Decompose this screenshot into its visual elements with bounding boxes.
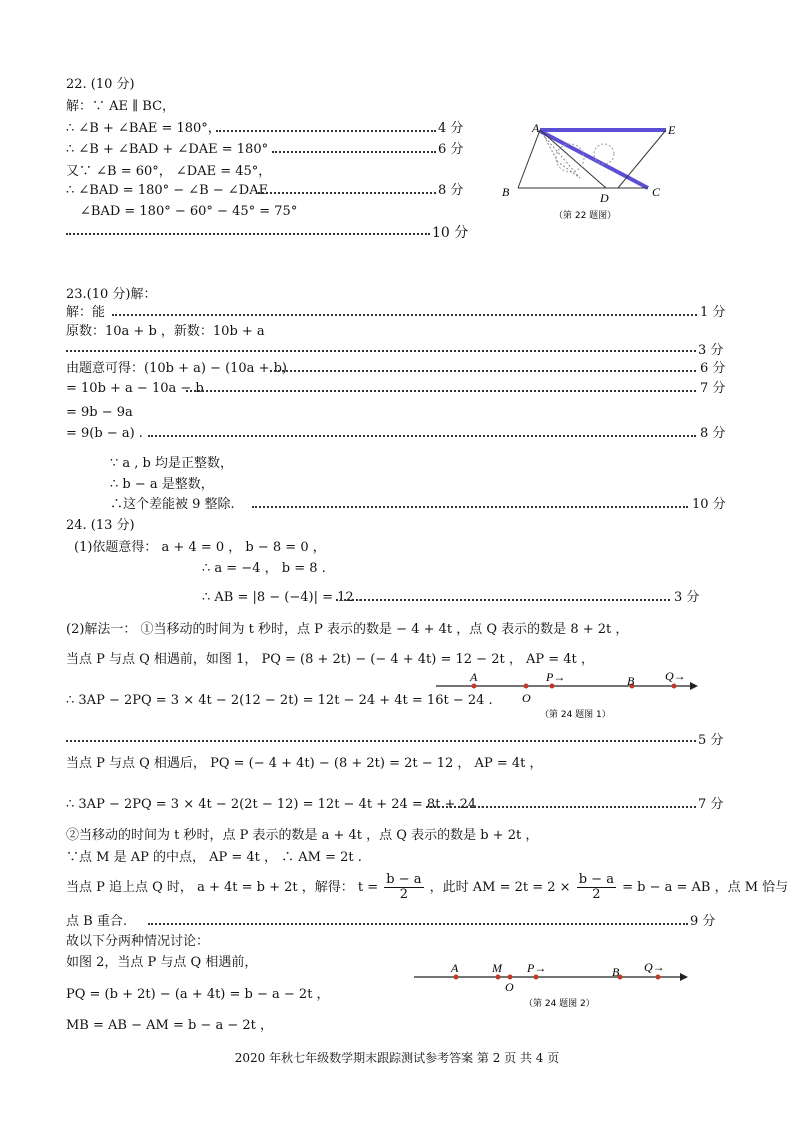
label-a: A	[470, 670, 478, 684]
dot-leader	[148, 433, 696, 437]
dot-leader	[216, 128, 436, 132]
q23-line-9: ∴这个差能被 9 整除.	[110, 497, 235, 512]
q23-header: 23.(10 分)解：	[66, 287, 157, 302]
q22-figure	[498, 118, 698, 228]
q24-figure-1-caption: （第 24 题图 1）	[540, 710, 611, 720]
q24-part2-line-4: 当点 P 与点 Q 相遇后， PQ = (− 4 + 4t) − (8 + 2t) = 2t − 12 ， AP = 4t ，	[66, 756, 543, 771]
point-p	[534, 975, 539, 980]
dot-leader	[258, 190, 436, 194]
q23-line-8: ∴ b − a 是整数，	[110, 477, 214, 492]
point-a	[472, 684, 477, 689]
point-o	[508, 975, 513, 980]
q23-line-6: = 9(b − a) .	[66, 426, 143, 441]
q22-header: 22. (10 分)	[66, 77, 135, 92]
q22-score-2: 6 分	[438, 142, 464, 157]
label-b: B	[502, 185, 510, 199]
q23-score-5: 8 分	[700, 426, 726, 441]
q22-line-5: ∴ ∠BAD = 180° − ∠B − ∠DAE	[66, 183, 269, 198]
q24-part2-line-2: 当点 P 与点 Q 相遇前，如图 1， PQ = (8 + 2t) − (− 4 + 4t) = 12 − 2t ， AP = 4t ，	[66, 652, 594, 667]
label-o: O	[505, 980, 514, 994]
q24-figure-2-caption: （第 24 题图 2）	[524, 999, 595, 1009]
number-line-arrow	[680, 973, 688, 981]
q23-score-2: 3 分	[698, 343, 724, 358]
q22-figure-caption: （第 22 题图）	[554, 211, 617, 221]
q24-part1-score: 3 分	[674, 590, 700, 605]
label-q: Q→	[665, 669, 686, 683]
dot-leader	[186, 388, 696, 392]
q24-part2-line-8: 点 B 重合.	[66, 914, 127, 929]
q24-figure-1	[436, 668, 700, 722]
dot-leader	[112, 312, 697, 316]
q22-line-3: ∴ ∠B + ∠BAD + ∠DAE = 180°	[66, 142, 269, 157]
q22-line-4: 又∵ ∠B = 60°， ∠DAE = 45°，	[66, 164, 272, 179]
set-square-edge	[540, 131, 648, 188]
q24-part2-line-12: MB = AB − AM = b − a − 2t ，	[66, 1018, 273, 1033]
q22-line-1: 解：∵ AE ∥ BC，	[66, 99, 176, 114]
catchup-middle: ，此时 AM = 2t = 2 ×	[429, 880, 571, 895]
label-b: B	[612, 965, 620, 979]
q24-part2-line-1: (2)解法一： ①当移动的时间为 t 秒时，点 P 表示的数是 − 4 + 4t ，点 Q 表示的数是 8 + 2t ，	[66, 622, 629, 637]
fraction-numerator: b − a	[386, 872, 422, 887]
catchup-suffix: = b − a = AB ，点 M 恰与	[622, 880, 789, 895]
q24-part2-score-2: 7 分	[698, 797, 724, 812]
q22-line-2: ∴ ∠B + ∠BAE = 180°，	[66, 121, 221, 136]
point-o	[524, 684, 529, 689]
q24-catchup-line	[66, 872, 788, 904]
dot-leader	[66, 348, 696, 352]
q24-figure-2	[414, 960, 690, 1010]
label-e: E	[668, 123, 676, 137]
label-a: A	[532, 121, 540, 135]
q23-line-4: = 10b + a − 10a − b	[66, 381, 204, 396]
q24-part2-line-3: ∴ 3AP − 2PQ = 3 × 4t − 2(12 − 2t) = 12t − 24 + 4t = 16t − 24 .	[66, 693, 493, 708]
q23-score-6: 10 分	[692, 497, 726, 512]
catchup-prefix: 当点 P 追上点 Q 时， a + 4t = b + 2t ，解得： t =	[66, 880, 379, 895]
q24-part1-line-2: ∴ a = −4 ， b = 8 .	[202, 561, 326, 576]
fraction-denominator: 2	[592, 887, 601, 902]
label-d: D	[600, 191, 609, 205]
fraction-numerator: b − a	[578, 872, 614, 887]
point-q	[672, 684, 677, 689]
q22-score-3: 8 分	[438, 183, 464, 198]
point-m	[496, 975, 501, 980]
q24-header: 24. (13 分)	[66, 518, 135, 533]
q24-part2-line-11: PQ = (b + 2t) − (a + 4t) = b − a − 2t ，	[66, 987, 330, 1002]
fraction-t	[384, 873, 423, 902]
fraction-am	[577, 873, 616, 902]
q24-part2-line-6: ②当移动的时间为 t 秒时，点 P 表示的数是 a + 4t ，点 Q 表示的数是 b + 2t ，	[66, 828, 539, 843]
dot-leader	[66, 231, 430, 235]
q24-part2-score-1: 5 分	[698, 733, 724, 748]
dot-leader	[272, 149, 436, 153]
q24-part2-line-5: ∴ 3AP − 2PQ = 3 × 4t − 2(2t − 12) = 12t − 4t + 24 = 8t + 24 .	[66, 797, 485, 812]
label-b: B	[627, 674, 635, 688]
q22-score-1: 4 分	[438, 121, 464, 136]
q24-part1-line-3: ∴ AB = |8 − (−4)| = 12 .	[202, 590, 362, 605]
q23-score-3: 6 分	[700, 361, 726, 376]
label-p: P→	[527, 961, 547, 975]
q23-line-5: = 9b − 9a	[66, 405, 133, 420]
point-a	[454, 975, 459, 980]
dot-leader	[66, 738, 696, 742]
number-line-arrow	[690, 682, 698, 690]
point-q	[656, 975, 661, 980]
q22-line-6: ∠BAD = 180° − 60° − 45° = 75°	[80, 204, 298, 219]
label-q: Q→	[644, 960, 665, 974]
label-o: O	[522, 691, 531, 705]
dot-leader	[336, 597, 670, 601]
q24-part2-line-7: ∵点 M 是 AP 的中点， AP = 4t ， ∴ AM = 2t .	[66, 850, 362, 865]
q23-line-2: 原数：10a + b ，新数：10b + a	[66, 324, 265, 339]
dot-leader	[426, 804, 696, 808]
q24-part1-line-1: (1)依题意得： a + 4 = 0 ， b − 8 = 0 ，	[74, 540, 326, 555]
q22-score-4: 10 分	[432, 225, 469, 241]
q23-score-4: 7 分	[700, 381, 726, 396]
dot-leader	[148, 921, 688, 925]
q24-part2-line-9: 故以下分两种情况讨论：	[66, 934, 210, 949]
page-footer: 2020 年秋七年级数学期末跟踪测试参考答案 第 2 页 共 4 页	[234, 1051, 560, 1065]
label-m: M	[492, 961, 502, 975]
label-c: C	[652, 185, 661, 199]
fraction-denominator: 2	[399, 887, 409, 902]
q23-score-1: 1 分	[700, 305, 726, 320]
label-p: P→	[546, 670, 566, 684]
dot-leader	[270, 368, 696, 372]
q23-line-1: 解：能	[66, 305, 106, 320]
point-p	[550, 684, 555, 689]
q24-part2-score-3: 9 分	[690, 914, 716, 929]
q23-line-3: 由题意可得：(10b + a) − (10a + b)	[66, 361, 287, 376]
q23-line-7: ∵ a , b 均是正整数，	[110, 456, 234, 471]
dot-leader	[252, 504, 688, 508]
label-a: A	[451, 961, 459, 975]
q24-part2-line-10: 如图 2，当点 P 与点 Q 相遇前，	[66, 955, 258, 970]
